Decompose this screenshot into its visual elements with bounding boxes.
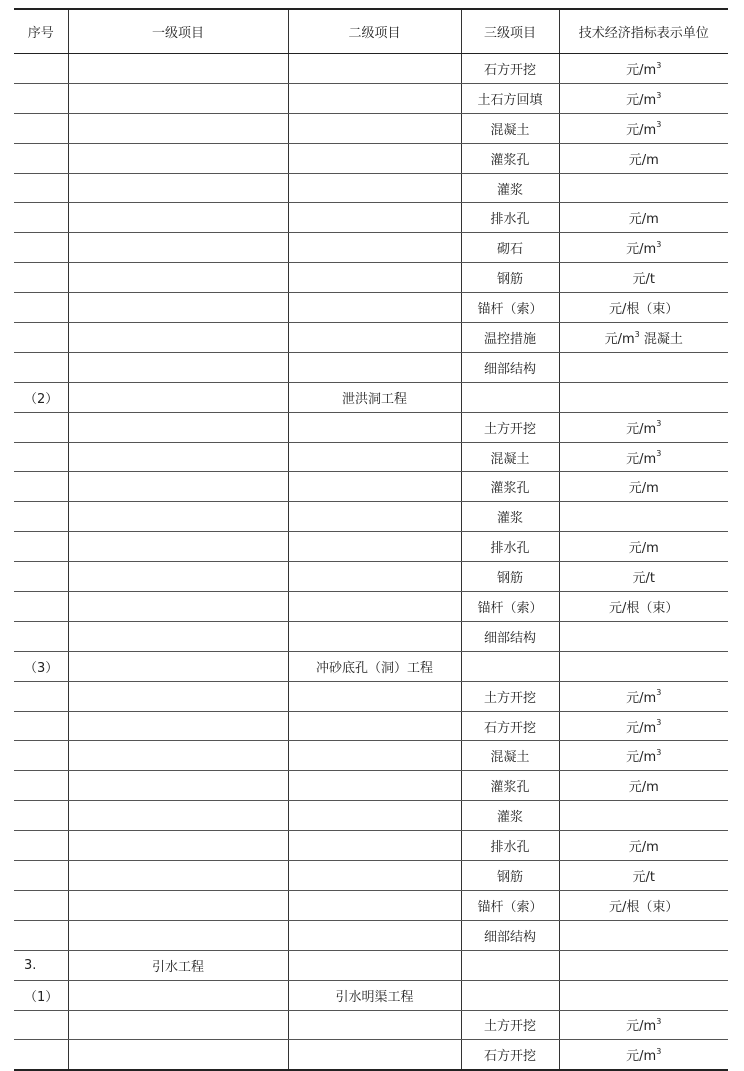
unit-exponent: 3: [656, 239, 662, 249]
table-row: [14, 83, 728, 113]
row-level1-cell: [68, 442, 288, 472]
row-unit-cell: [559, 293, 728, 323]
row-unit-cell: [559, 920, 728, 950]
row-level1-cell: [68, 352, 288, 382]
row-level2-cell: [288, 741, 461, 771]
unit-text: 元/m: [626, 451, 657, 467]
row-level1-cell: [68, 741, 288, 771]
table-row: [14, 113, 728, 143]
row-level2-cell: [288, 592, 461, 622]
unit-text: 元/m: [626, 1049, 657, 1065]
row-level2-cell: [288, 861, 461, 891]
row-level3-cell: 排水孔: [461, 532, 559, 562]
row-unit-cell: [559, 263, 728, 293]
row-level2-cell: [288, 532, 461, 562]
row-seq-cell: [14, 1040, 68, 1070]
table-row: [14, 890, 728, 920]
row-unit-cell: [559, 442, 728, 472]
unit-exponent: 3: [656, 1017, 662, 1027]
row-unit-cell: [559, 83, 728, 113]
row-level2-cell: [288, 831, 461, 861]
table-row: [14, 681, 728, 711]
unit-text: 元/m: [628, 780, 659, 796]
row-level1-cell: [68, 621, 288, 651]
row-seq-cell: [14, 472, 68, 502]
unit-text: 元/根（束）: [609, 899, 679, 915]
row-level2-cell: [288, 890, 461, 920]
row-level1-cell: [68, 890, 288, 920]
table-row: [14, 472, 728, 502]
row-level3-cell: 灌浆孔: [461, 472, 559, 502]
unit-exponent: 3: [656, 120, 662, 130]
row-seq-cell: [14, 293, 68, 323]
row-seq-cell: [14, 412, 68, 442]
row-unit-cell: [559, 861, 728, 891]
unit-text: 元/t: [632, 869, 655, 885]
row-level3-cell: [461, 950, 559, 980]
row-level3-cell: 排水孔: [461, 831, 559, 861]
unit-text: 元/m: [626, 421, 657, 437]
table-row: [14, 980, 728, 1010]
row-seq-cell: [14, 143, 68, 173]
row-seq-cell: [14, 54, 68, 84]
row-seq-cell: [14, 592, 68, 622]
row-level2-cell: [288, 950, 461, 980]
row-level3-cell: 细部结构: [461, 352, 559, 382]
header-level1: 一级项目: [68, 9, 288, 54]
unit-exponent: 3: [656, 449, 662, 459]
row-level2-cell: [288, 233, 461, 263]
row-level2-cell: [288, 472, 461, 502]
row-level1-cell: [68, 651, 288, 681]
row-unit-cell: [559, 950, 728, 980]
row-seq-cell: [14, 113, 68, 143]
row-level2-cell: [288, 203, 461, 233]
header-seq: 序号: [14, 9, 68, 54]
row-level3-cell: 混凝土: [461, 113, 559, 143]
row-level1-cell: [68, 173, 288, 203]
table-row: [14, 532, 728, 562]
row-level1-cell: [68, 502, 288, 532]
row-level2-cell: [288, 54, 461, 84]
row-level3-cell: 土石方回填: [461, 83, 559, 113]
row-level3-cell: 土方开挖: [461, 1010, 559, 1040]
row-seq-cell: [14, 83, 68, 113]
row-unit-cell: [559, 741, 728, 771]
row-level2-cell: [288, 562, 461, 592]
row-level2-cell: [288, 83, 461, 113]
unit-text: 元/m: [628, 481, 659, 497]
row-seq-cell: [14, 861, 68, 891]
row-level3-cell: 混凝土: [461, 442, 559, 472]
row-unit-cell: [559, 472, 728, 502]
table-row: [14, 54, 728, 84]
table-header-row: [14, 9, 728, 54]
row-level1-cell: [68, 1010, 288, 1040]
table-row: [14, 711, 728, 741]
row-seq-cell: [14, 233, 68, 263]
unit-text: 元/m: [628, 152, 659, 168]
unit-text: 元/m: [626, 1019, 657, 1035]
row-seq-cell: [14, 263, 68, 293]
row-unit-cell: [559, 980, 728, 1010]
row-level3-cell: [461, 980, 559, 1010]
row-unit-cell: [559, 801, 728, 831]
row-level1-cell: [68, 83, 288, 113]
row-level1-cell: [68, 382, 288, 412]
row-level1-cell: [68, 233, 288, 263]
unit-exponent: 3: [656, 1047, 662, 1056]
row-level2-cell: [288, 801, 461, 831]
row-seq-cell: [14, 532, 68, 562]
row-seq-cell: [14, 442, 68, 472]
row-level1-cell: [68, 1040, 288, 1070]
unit-text: 元/t: [632, 571, 655, 587]
row-seq-cell: （3）: [14, 651, 68, 681]
row-level3-cell: 灌浆: [461, 502, 559, 532]
row-level2-cell: [288, 263, 461, 293]
row-level1-cell: [68, 113, 288, 143]
row-seq-cell: [14, 502, 68, 532]
unit-exponent: 3: [656, 419, 662, 429]
row-seq-cell: [14, 771, 68, 801]
unit-text: 元/m: [628, 840, 659, 856]
unit-text: 元/m: [626, 242, 657, 258]
row-seq-cell: [14, 352, 68, 382]
row-seq-cell: [14, 681, 68, 711]
row-level3-cell: 细部结构: [461, 920, 559, 950]
row-level3-cell: 灌浆孔: [461, 143, 559, 173]
table-row: [14, 592, 728, 622]
row-unit-cell: [559, 173, 728, 203]
row-unit-cell: [559, 1010, 728, 1040]
row-level3-cell: 土方开挖: [461, 681, 559, 711]
unit-text: 元/m: [626, 690, 657, 706]
row-level3-cell: 石方开挖: [461, 1040, 559, 1070]
row-level1-cell: [68, 711, 288, 741]
row-seq-cell: [14, 920, 68, 950]
table-row: [14, 801, 728, 831]
row-level3-cell: 细部结构: [461, 621, 559, 651]
header-unit: 技术经济指标表示单位: [559, 9, 728, 54]
table-row: [14, 861, 728, 891]
cost-index-table: [14, 8, 728, 1071]
row-unit-cell: [559, 352, 728, 382]
row-level3-cell: 砌石: [461, 233, 559, 263]
unit-text: 元/m: [626, 122, 657, 138]
row-level2-cell: [288, 113, 461, 143]
table-row: [14, 173, 728, 203]
row-unit-cell: [559, 711, 728, 741]
row-level2-cell: [288, 681, 461, 711]
unit-text: 元/m: [626, 62, 657, 78]
row-level1-cell: [68, 203, 288, 233]
table-row: [14, 442, 728, 472]
row-seq-cell: [14, 741, 68, 771]
unit-exponent: 3: [656, 90, 662, 100]
row-unit-cell: [559, 562, 728, 592]
row-unit-cell: [559, 681, 728, 711]
row-seq-cell: [14, 621, 68, 651]
unit-exponent: 3: [656, 718, 662, 728]
table-row: [14, 771, 728, 801]
row-unit-cell: [559, 1040, 728, 1070]
row-level2-cell: [288, 502, 461, 532]
row-level3-cell: 排水孔: [461, 203, 559, 233]
row-seq-cell: [14, 562, 68, 592]
row-level3-cell: 石方开挖: [461, 711, 559, 741]
table-row: [14, 263, 728, 293]
row-seq-cell: [14, 1010, 68, 1040]
unit-exponent: 3: [634, 329, 640, 339]
unit-text: 元/m: [628, 541, 659, 557]
row-unit-cell: [559, 113, 728, 143]
row-level1-cell: [68, 412, 288, 442]
unit-exponent: 3: [656, 688, 662, 698]
row-unit-cell: [559, 621, 728, 651]
row-level1-cell: [68, 293, 288, 323]
row-level2-cell: [288, 173, 461, 203]
row-unit-cell: [559, 831, 728, 861]
row-unit-cell: [559, 382, 728, 412]
row-level2-cell: 泄洪洞工程: [288, 382, 461, 412]
table-row: [14, 502, 728, 532]
row-seq-cell: 3.: [14, 950, 68, 980]
unit-suffix: 混凝土: [639, 331, 683, 347]
row-level2-cell: [288, 293, 461, 323]
row-level1-cell: [68, 472, 288, 502]
row-unit-cell: [559, 592, 728, 622]
row-level3-cell: 钢筋: [461, 263, 559, 293]
table-row: [14, 233, 728, 263]
unit-text: 元/m: [604, 331, 635, 347]
row-level1-cell: [68, 980, 288, 1010]
row-unit-cell: [559, 532, 728, 562]
row-level3-cell: [461, 382, 559, 412]
row-unit-cell: [559, 54, 728, 84]
row-level1-cell: [68, 801, 288, 831]
row-level2-cell: [288, 771, 461, 801]
row-level3-cell: 混凝土: [461, 741, 559, 771]
unit-text: 元/m: [626, 720, 657, 736]
row-seq-cell: [14, 711, 68, 741]
table-row: [14, 1040, 728, 1070]
row-seq-cell: [14, 801, 68, 831]
row-unit-cell: [559, 233, 728, 263]
row-level1-cell: [68, 54, 288, 84]
unit-text: 元/m: [626, 92, 657, 108]
unit-exponent: 3: [656, 60, 662, 70]
unit-text: 元/m: [626, 750, 657, 766]
row-level2-cell: [288, 352, 461, 382]
row-level1-cell: [68, 920, 288, 950]
header-level3: 三级项目: [461, 9, 559, 54]
row-level1-cell: [68, 532, 288, 562]
row-level2-cell: [288, 711, 461, 741]
row-level2-cell: [288, 323, 461, 353]
unit-text: 元/t: [632, 272, 655, 288]
row-level1-cell: [68, 263, 288, 293]
table-body: [14, 54, 728, 1071]
row-level3-cell: [461, 651, 559, 681]
row-seq-cell: [14, 203, 68, 233]
row-level3-cell: 钢筋: [461, 562, 559, 592]
table-row: [14, 651, 728, 681]
row-unit-cell: [559, 143, 728, 173]
row-unit-cell: [559, 651, 728, 681]
row-unit-cell: [559, 890, 728, 920]
row-unit-cell: [559, 412, 728, 442]
row-level3-cell: 锚杆（索）: [461, 293, 559, 323]
row-level2-cell: 引水明渠工程: [288, 980, 461, 1010]
table-row: [14, 323, 728, 353]
row-level2-cell: [288, 143, 461, 173]
cost-index-table-page: [14, 8, 728, 1071]
table-row: [14, 203, 728, 233]
row-seq-cell: [14, 890, 68, 920]
row-level1-cell: [68, 831, 288, 861]
row-level3-cell: 灌浆: [461, 801, 559, 831]
table-row: [14, 741, 728, 771]
row-level1-cell: [68, 143, 288, 173]
table-row: [14, 1010, 728, 1040]
unit-text: 元/m: [628, 212, 659, 228]
row-seq-cell: （1）: [14, 980, 68, 1010]
row-seq-cell: [14, 323, 68, 353]
row-level1-cell: [68, 562, 288, 592]
row-unit-cell: [559, 771, 728, 801]
table-row: [14, 412, 728, 442]
row-unit-cell: [559, 203, 728, 233]
table-row: [14, 352, 728, 382]
row-level2-cell: 冲砂底孔（洞）工程: [288, 651, 461, 681]
row-unit-cell: [559, 323, 728, 353]
row-seq-cell: [14, 831, 68, 861]
table-row: [14, 382, 728, 412]
row-level3-cell: 锚杆（索）: [461, 592, 559, 622]
unit-text: 元/根（束）: [609, 600, 679, 616]
row-unit-cell: [559, 502, 728, 532]
row-level3-cell: 锚杆（索）: [461, 890, 559, 920]
table-row: [14, 143, 728, 173]
row-level1-cell: [68, 681, 288, 711]
row-level1-cell: [68, 323, 288, 353]
table-row: [14, 950, 728, 980]
unit-exponent: 3: [656, 748, 662, 758]
row-level2-cell: [288, 442, 461, 472]
row-level1-cell: [68, 771, 288, 801]
table-row: [14, 831, 728, 861]
row-level1-cell: [68, 861, 288, 891]
row-level2-cell: [288, 920, 461, 950]
row-level2-cell: [288, 1010, 461, 1040]
table-row: [14, 562, 728, 592]
row-level2-cell: [288, 1040, 461, 1070]
row-level3-cell: 钢筋: [461, 861, 559, 891]
row-level1-cell: [68, 592, 288, 622]
row-level3-cell: 石方开挖: [461, 54, 559, 84]
row-level3-cell: 灌浆孔: [461, 771, 559, 801]
table-row: [14, 920, 728, 950]
row-level3-cell: 土方开挖: [461, 412, 559, 442]
row-level3-cell: 温控措施: [461, 323, 559, 353]
header-level2: 二级项目: [288, 9, 461, 54]
row-level1-cell: 引水工程: [68, 950, 288, 980]
row-level2-cell: [288, 412, 461, 442]
table-row: [14, 621, 728, 651]
row-seq-cell: （2）: [14, 382, 68, 412]
row-level2-cell: [288, 621, 461, 651]
row-level3-cell: 灌浆: [461, 173, 559, 203]
row-seq-cell: [14, 173, 68, 203]
table-row: [14, 293, 728, 323]
unit-text: 元/根（束）: [609, 302, 679, 318]
